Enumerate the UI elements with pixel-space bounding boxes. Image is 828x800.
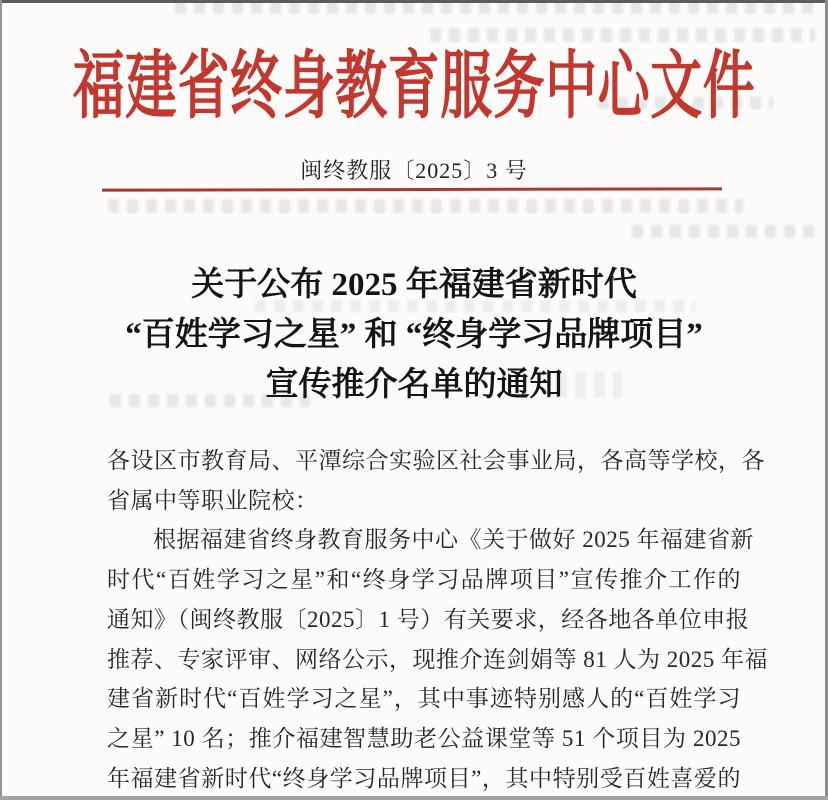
body-line-salutation: 省属中等职业院校： — [107, 487, 319, 513]
bleed-through-artifact — [632, 225, 822, 238]
letterhead-org-title: 福建省终身教育服务中心文件 — [72, 46, 756, 128]
body-line: 建省新时代“百姓学习之星”，其中事迹特别感人的“百姓学习 — [107, 686, 741, 712]
bleed-through-artifact — [108, 199, 743, 213]
document-body — [107, 441, 768, 798]
body-line: 年福建省新时代“终身学习品牌项目”，其中特别受百姓喜爱的 — [107, 765, 741, 791]
body-line: 根据福建省终身教育服务中心《关于做好 2025 年福建省新 — [153, 527, 754, 553]
body-line: 通知》（闽终教服〔2025〕1 号）有关要求，经各地各单位申报 — [107, 606, 750, 632]
scan-edge-top — [0, 0, 828, 3]
body-line: 之星” 10 名；推介福建智慧助老公益课堂等 51 个项目为 2025 — [107, 725, 741, 751]
scan-edge-bottom — [0, 796, 828, 800]
scan-edge-left — [0, 0, 2, 800]
document-title-line: “百姓学习之星” 和 “终身学习品牌项目” — [125, 317, 703, 353]
document-title-line: 关于公布 2025 年福建省新时代 — [191, 267, 637, 303]
body-line: 推荐、专家评审、网络公示，现推介连剑娟等 81 人为 2025 年福 — [107, 646, 768, 672]
document-number: 闽终教服〔2025〕3 号 — [300, 158, 528, 183]
body-line-salutation: 各设区市教育局、平潭综合实验区社会事业局，各高等学校，各 — [107, 448, 765, 473]
document-title-line: 宣传推介名单的通知 — [265, 367, 563, 403]
red-rule-divider — [102, 187, 722, 191]
body-line: 时代“百姓学习之星”和“终身学习品牌项目”宣传推介工作的 — [107, 567, 741, 593]
